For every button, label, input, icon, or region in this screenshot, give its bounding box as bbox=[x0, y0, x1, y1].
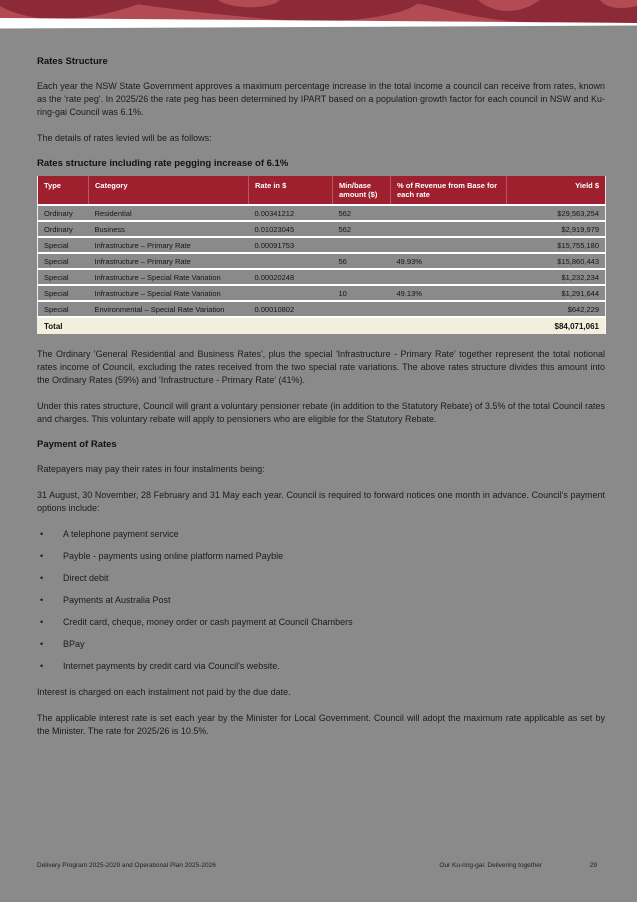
col-header-rate: Rate in $ bbox=[249, 176, 333, 205]
cell-minbase bbox=[333, 269, 391, 285]
cell-yield: $15,860,443 bbox=[507, 253, 606, 269]
cell-category: Residential bbox=[89, 205, 249, 221]
cell-category: Infrastructure – Primary Rate bbox=[89, 253, 249, 269]
cell-minbase bbox=[333, 237, 391, 253]
cell-pct: 49.13% bbox=[391, 285, 507, 301]
list-item: • Payments at Australia Post bbox=[37, 594, 605, 607]
header-decoration-art bbox=[0, 0, 637, 34]
cell-minbase: 562 bbox=[333, 205, 391, 221]
table-total-row bbox=[38, 317, 606, 334]
section-title: Rates Structure bbox=[37, 56, 108, 67]
total-label: Total bbox=[38, 317, 507, 334]
interest-rate-paragraph: The applicable interest rate is set each year by the Minister for Local Government. Council will adopt the maximum rate applicable as set by the Minister. The rate for 2025/26 is 10.5%. bbox=[37, 713, 605, 736]
cell-type: Special bbox=[38, 269, 89, 285]
col-header-yield: Yield $ bbox=[507, 176, 606, 205]
cell-yield: $1,232,234 bbox=[507, 269, 606, 285]
intro-paragraph: Each year the NSW State Government approves a maximum percentage increase in the total income a council can receive from rates, known as the 'rate peg'. In 2025/26 the rate peg has been determined by IPART based on a population growth factor for each council in NSW and Ku-ring-gai Council was 6.1%. bbox=[37, 81, 605, 117]
page-content bbox=[37, 34, 605, 751]
cell-rate: 0.00091753 bbox=[249, 237, 333, 253]
cell-minbase: 562 bbox=[333, 221, 391, 237]
col-header-category: Category bbox=[89, 176, 249, 205]
list-item: • Direct debit bbox=[37, 572, 605, 585]
list-item: • BPay bbox=[37, 638, 605, 651]
details-line: The details of rates levied will be as follows: bbox=[37, 133, 212, 143]
cell-pct: 49.93% bbox=[391, 253, 507, 269]
cell-category: Infrastructure – Special Rate Variation bbox=[89, 269, 249, 285]
cell-pct bbox=[391, 269, 507, 285]
cell-rate bbox=[249, 285, 333, 301]
cell-pct bbox=[391, 301, 507, 317]
table-row bbox=[38, 253, 606, 269]
table-row bbox=[38, 269, 606, 285]
footer-document-title: Delivery Program 2025-2029 and Operational Plan 2025-2026 bbox=[37, 862, 216, 869]
table-row bbox=[38, 205, 606, 221]
cell-rate: 0.01023045 bbox=[249, 221, 333, 237]
cell-category: Environmental – Special Rate Variation bbox=[89, 301, 249, 317]
cell-minbase: 10 bbox=[333, 285, 391, 301]
cell-minbase bbox=[333, 301, 391, 317]
cell-type: Special bbox=[38, 237, 89, 253]
cell-pct bbox=[391, 221, 507, 237]
notional-income-paragraph: The Ordinary 'General Residential and Business Rates', plus the special 'Infrastructure - Primary Rate' together represent the total notional rates income of Council, excluding the rates received from the two special rate variations. The above rates structure divides this amount into the Ordinary Rates (59%) and 'Infrastructure - Primary Rate' (41%). bbox=[37, 349, 605, 385]
cell-category: Business bbox=[89, 221, 249, 237]
col-header-minbase: Min/base amount ($) bbox=[333, 176, 391, 205]
list-item: • Credit card, cheque, money order or cash payment at Council Chambers bbox=[37, 616, 605, 629]
cell-yield: $29,563,254 bbox=[507, 205, 606, 221]
col-header-type: Type bbox=[38, 176, 89, 205]
interest-charged-line: Interest is charged on each instalment not paid by the due date. bbox=[37, 687, 291, 697]
table-row bbox=[38, 237, 606, 253]
payment-of-rates-title: Payment of Rates bbox=[37, 439, 117, 450]
cell-type: Special bbox=[38, 285, 89, 301]
cell-type: Special bbox=[38, 301, 89, 317]
instalments-line: Ratepayers may pay their rates in four instalments being: bbox=[37, 464, 265, 474]
cell-rate: 0.00020248 bbox=[249, 269, 333, 285]
cell-yield: $642,229 bbox=[507, 301, 606, 317]
table-row bbox=[38, 285, 606, 301]
list-item: • Payble - payments using online platform named Payble bbox=[37, 550, 605, 563]
table-header-row bbox=[38, 176, 606, 205]
total-value: $84,071,061 bbox=[507, 317, 606, 334]
cell-type: Ordinary bbox=[38, 221, 89, 237]
page-footer bbox=[0, 862, 637, 876]
cell-yield: $2,919,979 bbox=[507, 221, 606, 237]
cell-yield: $15,755,180 bbox=[507, 237, 606, 253]
footer-tagline: Our Ku-ring-gai: Delivering together bbox=[439, 862, 542, 869]
cell-yield: $1,291,644 bbox=[507, 285, 606, 301]
cell-pct bbox=[391, 205, 507, 221]
table-row bbox=[38, 301, 606, 317]
rates-table bbox=[37, 176, 606, 334]
payment-options-list bbox=[37, 528, 605, 673]
cell-rate bbox=[249, 253, 333, 269]
list-item: • A telephone payment service bbox=[37, 528, 605, 541]
footer-page-number: 29 bbox=[589, 862, 597, 869]
cell-category: Infrastructure – Special Rate Variation bbox=[89, 285, 249, 301]
table-row bbox=[38, 221, 606, 237]
cell-rate: 0.00010802 bbox=[249, 301, 333, 317]
cell-type: Ordinary bbox=[38, 205, 89, 221]
cell-type: Special bbox=[38, 253, 89, 269]
cell-category: Infrastructure – Primary Rate bbox=[89, 237, 249, 253]
rates-table-title: Rates structure including rate pegging increase of 6.1% bbox=[37, 158, 289, 169]
pensioner-rebate-paragraph: Under this rates structure, Council will grant a voluntary pensioner rebate (in addition to the Statutory Rebate) of 3.5% of the total Council rates and charges. This voluntary rebate will apply to pensioners who are eligible for the Statutory Rebate. bbox=[37, 401, 605, 424]
instalment-dates-paragraph: 31 August, 30 November, 28 February and 31 May each year. Council is required to forward notices one month in advance. Council's payment options include: bbox=[37, 490, 605, 513]
header-decoration bbox=[0, 0, 637, 34]
col-header-pct-revenue: % of Revenue from Base for each rate bbox=[391, 176, 507, 205]
cell-minbase: 56 bbox=[333, 253, 391, 269]
list-item: • Internet payments by credit card via Council's website. bbox=[37, 660, 605, 673]
cell-pct bbox=[391, 237, 507, 253]
cell-rate: 0.00341212 bbox=[249, 205, 333, 221]
